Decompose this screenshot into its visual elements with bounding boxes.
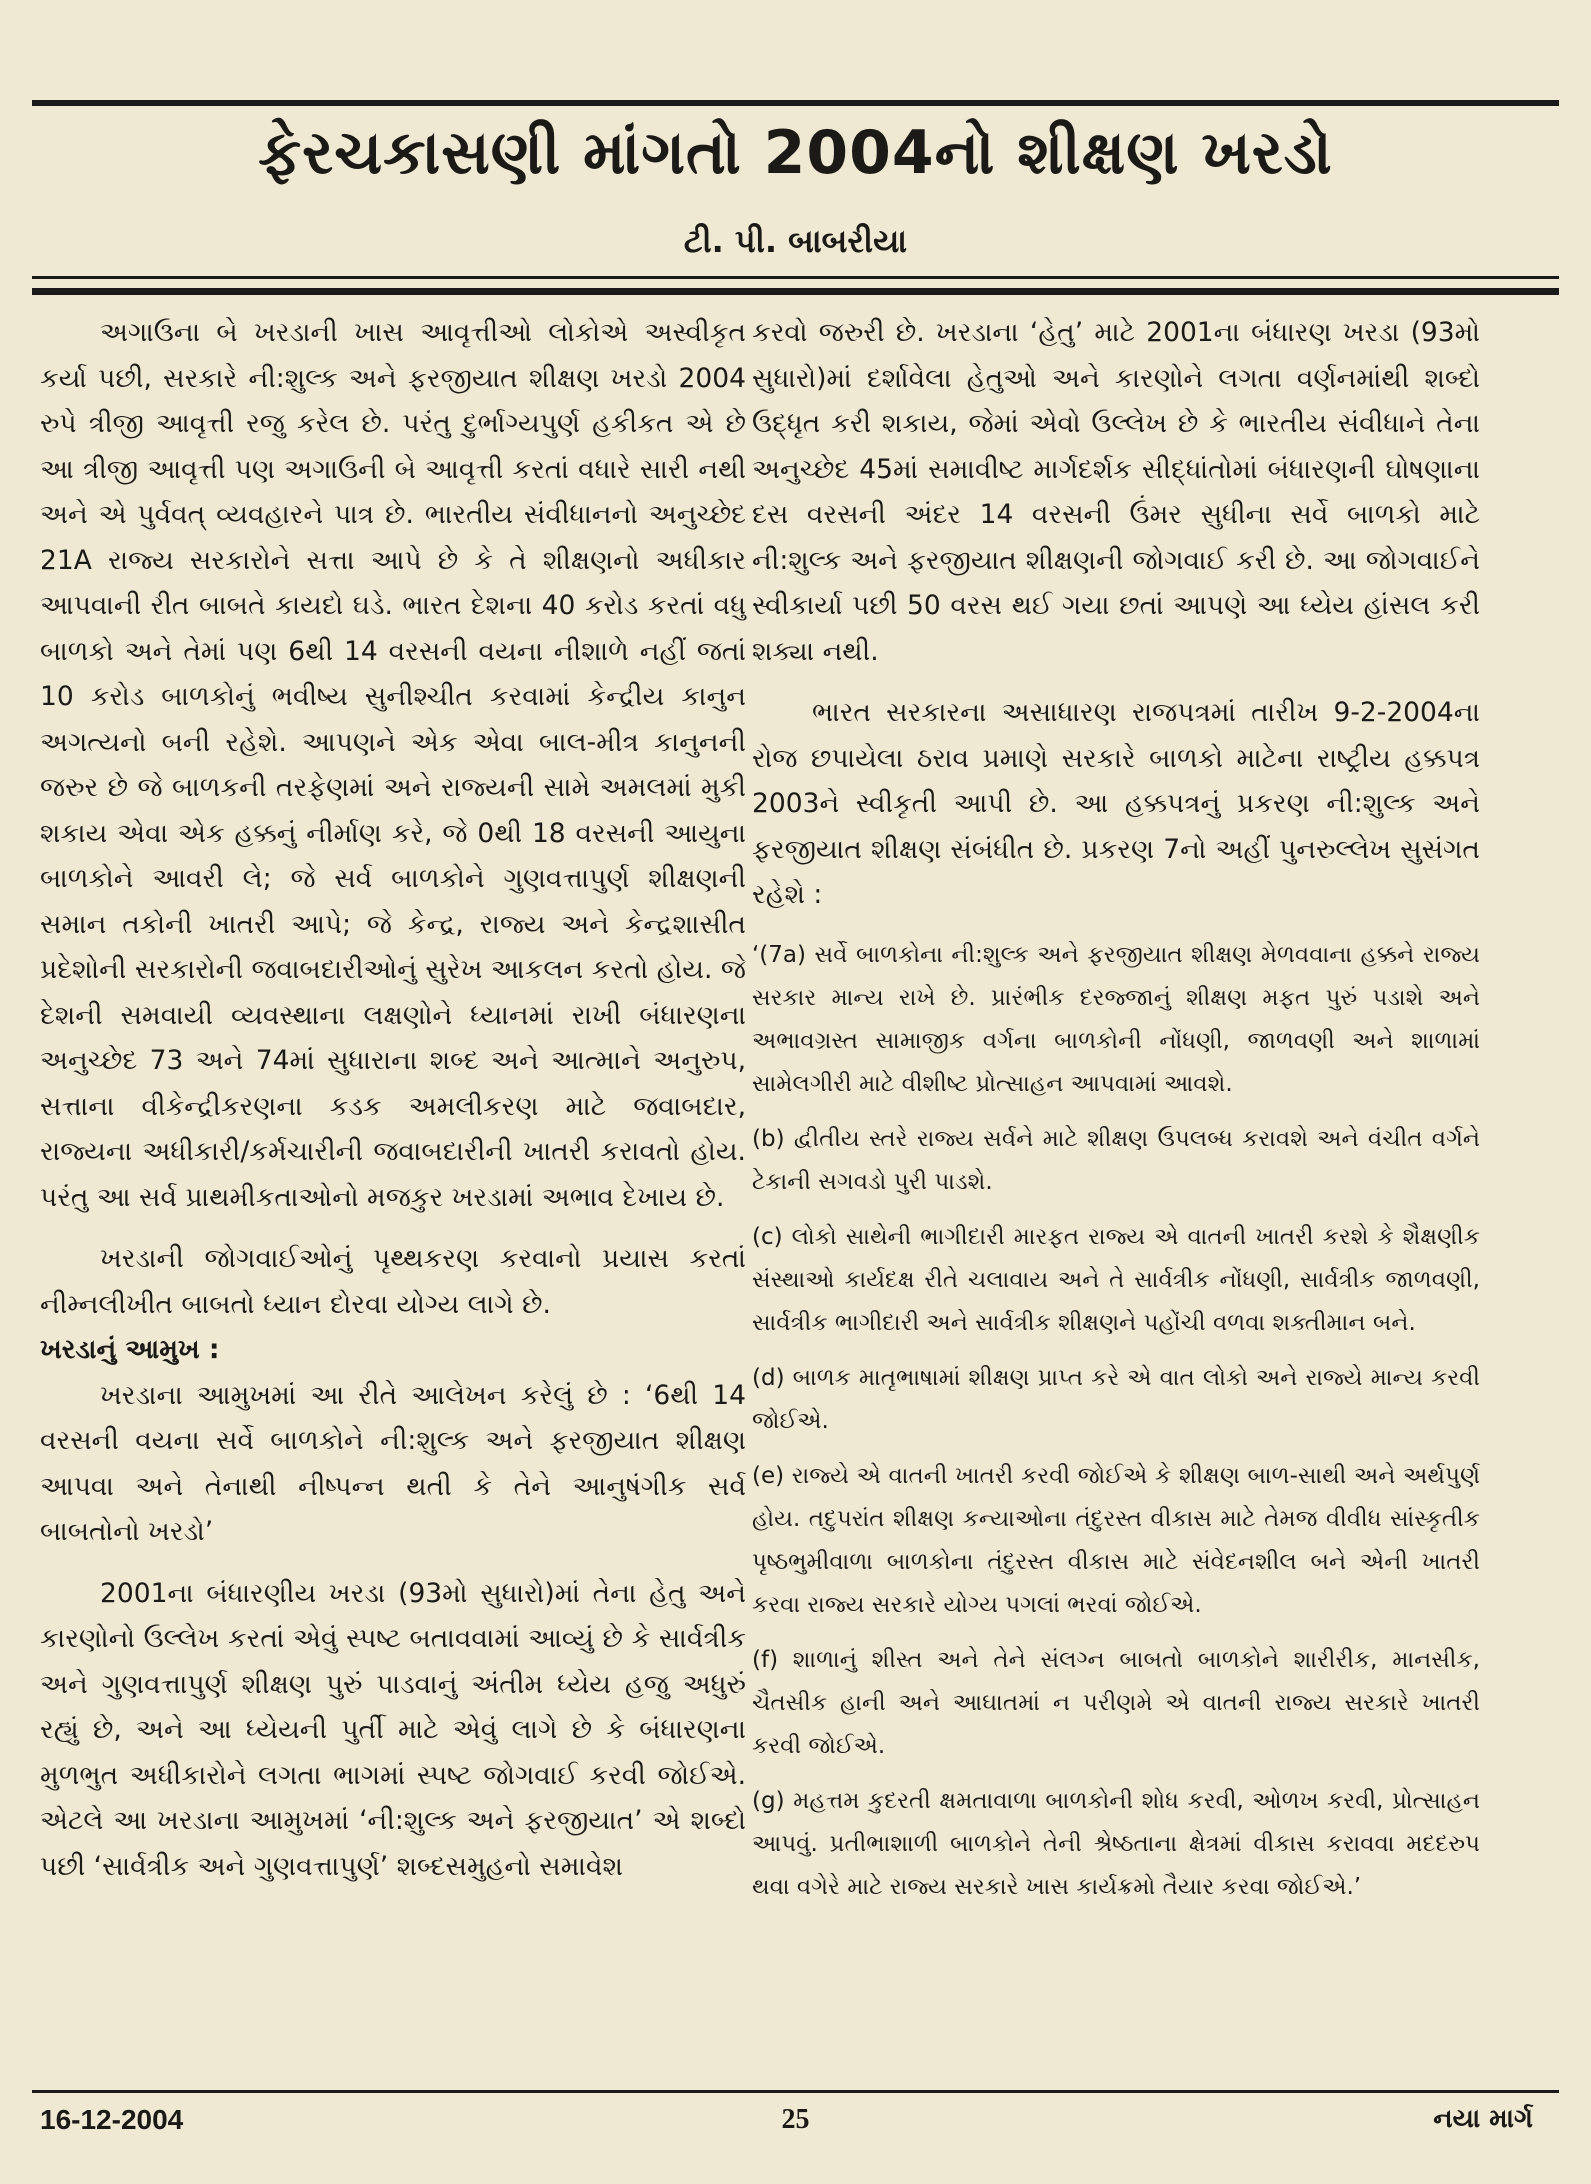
- header-rule-thin: [32, 276, 1559, 279]
- clause-f: (f) શાળાનું શીસ્ત અને તેને સંલગ્ન બાબતો બાળકોને શારીરીક, માનસીક, ચૈતસીક હાની અને આઘાતમાં ન પરીણમે એ વાતની રાજ્ય સરકારે ખાતરી કરવી જોઈએ.: [752, 1646, 1480, 1759]
- clause-7a: ‘(7a) સર્વે બાળકોના ની:શુલ્ક અને ફરજીયાત શીક્ષણ મેળવવાના હક્કને રાજ્ય સરકાર માન્ય રાખે છે. પ્રારંભીક દરજ્જાનું શીક્ષણ મફત પુરું પડાશે અને અભાવગ્રસ્ત સામાજીક વર્ગના બાળકોની નોંધણી, જાળવણી અને શાળામાં સામેલગીરી માટે વીશીષ્ટ પ્રોત્સાહન આપવામાં આવશે.: [752, 941, 1480, 1097]
- article-title: ફેરચકાસણી માંગતો 2004નો શીક્ષણ ખરડો: [258, 118, 1333, 188]
- clause-c: (c) લોકો સાથેની ભાગીદારી મારફત રાજ્ય એ વાતની ખાતરી કરશે કે શૈક્ષણીક સંસ્થાઓ કાર્યદક્ષ રીતે ચલાવાય અને તે સાર્વત્રીક નોંધણી, સાર્વત્રીક જાળવણી, સાર્વત્રીક ભાગીદારી અને સાર્વત્રીક શીક્ષણને પહોંચી વળવા શક્તીમાન બને.: [752, 1223, 1480, 1336]
- paragraph: ખરડાની જોગવાઈઓનું પૃથ્થકરણ કરવાનો પ્રયાસ કરતાં નીમ્નલીખીત બાબતો ધ્યાન દોરવા યોગ્ય લાગે છે.: [40, 1243, 746, 1320]
- header-rule-thick: [32, 288, 1559, 295]
- top-rule: [32, 100, 1559, 106]
- clause-d: (d) બાળક માતૃભાષામાં શીક્ષણ પ્રાપ્ત કરે એ વાત લોકો અને રાજ્યે માન્ય કરવી જોઈએ.: [752, 1364, 1480, 1434]
- charter-clauses: [752, 934, 1480, 1909]
- clause-b: (b) દ્વીતીય સ્તરે રાજ્ય સર્વને માટે શીક્ષણ ઉપલબ્ધ કરાવશે અને વંચીત વર્ગને ટેકાની સગવડો પુરી પાડશે.: [752, 1125, 1480, 1195]
- paragraph: ભારત સરકારના અસાધારણ રાજપત્રમાં તારીખ 9-2-2004ના રોજ છપાયેલા ઠરાવ પ્રમાણે સરકારે બાળકો માટેના રાષ્ટ્રીય હક્કપત્ર 2003ને સ્વીકૃતી આપી છે. આ હક્કપત્રનું પ્રકરણ ની:શુલ્ક અને ફરજીયાત શીક્ષણ સંબંધીત છે. પ્રકરણ 7નો અહીં પુનરુલ્લેખ સુસંગત રહેશે :: [752, 697, 1480, 910]
- issue-date: 16-12-2004: [40, 2104, 184, 2135]
- left-column: [40, 310, 746, 1889]
- paragraph: ખરડાના આમુખમાં આ રીતે આલેખન કરેલું છે : ‘6થી 14 વરસની વયના સર્વે બાળકોને ની:શુલ્ક અને ફરજીયાત શીક્ષણ આપવા અને તેનાથી નીષ્પન્ન થતી કે તેને આનુષંગીક સર્વ બાબતોનો ખરડો’: [40, 1379, 746, 1547]
- right-column: [752, 310, 1480, 1921]
- page-number: 25: [781, 2104, 810, 2135]
- article-author: ટી. પી. બાબરીયા: [683, 222, 908, 260]
- magazine-name: નયા માર્ગ: [1433, 2104, 1533, 2134]
- paragraph: અગાઉના બે ખરડાની ખાસ આવૃત્તીઓ લોકોએ અસ્વીકૃત કર્યા પછી, સરકારે ની:શુલ્ક અને ફરજીયાત શીક્ષણ ખરડો 2004 રુપે ત્રીજી આવૃત્તી રજુ કરેલ છે. પરંતુ દુર્ભાગ્યપુર્ણ હકીકત એ છે આ ત્રીજી આવૃત્તી પણ અગાઉની બે આવૃત્તી કરતાં વધારે સારી નથી અને એ પુર્વવત્ વ્યવહારને પાત્ર છે. ભારતીય સંવીધાનનો અનુચ્છેદ 21A રાજ્ય સરકારોને સત્તા આપે છે કે તે શીક્ષણનો અધીકાર આપવાની રીત બાબતે કાયદો ઘડે. ભારત દેશના 40 કરોડ કરતાં વધુ બાળકો અને તેમાં પણ 6થી 14 વરસની વયના નીશાળે નહીં જતાં 10 કરોડ બાળકોનું ભવીષ્ય સુનીશ્ચીત કરવામાં કેન્દ્રીય કાનુન અગત્યનો બની રહેશે. આપણને એક એવા બાલ-મીત્ર કાનુનની જરુર છે જે બાળકની તરફેણમાં અને રાજ્યની સામે અમલમાં મુકી શકાય એવા એક હક્કનું નીર્માણ કરે, જે 0થી 18 વરસની આયુના બાળકોને આવરી લે; જે સર્વ બાળકોને ગુણવત્તાપુર્ણ શીક્ષણની સમાન તકોની ખાતરી આપે; જે કેન્દ્ર, રાજ્ય અને કેન્દ્રશાસીત પ્રદેશોની સરકારોની જવાબદારીઓનું સુરેખ આકલન કરતો હોય. જે દેશની સમવાયી વ્યવસ્થાના લક્ષણોને ધ્યાનમાં રાખી બંધારણના અનુચ્છેદ 73 અને 74માં સુધારાના શબ્દ અને આત્માને અનુરુપ, સત્તાના વીકેન્દ્રીકરણના કડક અમલીકરણ માટે જવાબદાર, રાજ્યના અધીકારી/કર્મચારીની જવાબદારીની ખાતરી કરાવતો હોય. પરંતુ આ સર્વ પ્રાથમીકતાઓનો મજકુર ખરડામાં અભાવ દેખાય છે.: [40, 317, 746, 1213]
- footer-rule: [32, 2090, 1559, 2093]
- clause-e: (e) રાજ્યે એ વાતની ખાતરી કરવી જોઈએ કે શીક્ષણ બાળ-સાથી અને અર્થપુર્ણ હોય. તદુપરાંત શીક્ષણ કન્યાઓના તંદુરસ્ત વીકાસ માટે તેમજ વીવીધ સાંસ્કૃતીક પૃષ્ઠભુમીવાળા બાળકોના તંદુરસ્ત વીકાસ માટે સંવેદનશીલ બને એની ખાતરી કરવા રાજ્ય સરકારે યોગ્ય પગલાં ભરવાં જોઈએ.: [752, 1462, 1480, 1618]
- section-heading: ખરડાનું આમુખ :: [40, 1334, 220, 1365]
- paragraph: 2001ના બંધારણીય ખરડા (93મો સુધારો)માં તેના હેતુ અને કારણોનો ઉલ્લેખ કરતાં એવું સ્પષ્ટ બતાવવામાં આવ્યું છે કે સાર્વત્રીક અને ગુણવત્તાપુર્ણ શીક્ષણ પુરું પાડવાનું અંતીમ ધ્યેય હજુ અધુરું રહ્યું છે, અને આ ધ્યેયની પુર્તી માટે એવું લાગે છે કે બંધારણના મુળભુત અધીકારોને લગતા ભાગમાં સ્પષ્ટ જોગવાઈ કરવી જોઈએ. એટલે આ ખરડાના આમુખમાં ‘ની:શુલ્ક અને ફરજીયાત’ એ શબ્દો પછી ‘સાર્વત્રીક અને ગુણવત્તાપુર્ણ’ શબ્દસમુહનો સમાવેશ: [40, 1577, 746, 1882]
- paragraph: કરવો જરુરી છે. ખરડાના ‘હેતુ’ માટે 2001ના બંધારણ ખરડા (93મો સુધારો)માં દર્શાવેલા હેતુઓ અને કારણોને લગતા વર્ણનમાંથી શબ્દો ઉદ્ધૃત કરી શકાય, જેમાં એવો ઉલ્લેખ છે કે ભારતીય સંવીધાને તેના અનુચ્છેદ 45માં સમાવીષ્ટ માર્ગદર્શક સીદ્ધાંતોમાં બંધારણની ઘોષણાના દસ વરસની અંદર 14 વરસની ઉંમર સુધીના સર્વે બાળકો માટે ની:શુલ્ક અને ફરજીયાત શીક્ષણની જોગવાઈ કરી છે. આ જોગવાઈને સ્વીકાર્યા પછી 50 વરસ થઈ ગયા છતાં આપણે આ ધ્યેય હાંસલ કરી શક્યા નથી.: [752, 317, 1480, 667]
- clause-g: (g) મહત્તમ કુદરતી ક્ષમતાવાળા બાળકોની શોધ કરવી, ઓળખ કરવી, પ્રોત્સાહન આપવું. પ્રતીભાશાળી બાળકોને તેની શ્રેષ્ઠતાના ક્ષેત્રમાં વીકાસ કરાવવા મદદરુપ થવા વગેરે માટે રાજ્ય સરકારે ખાસ કાર્યક્રમો તૈયાર કરવા જોઈએ.’: [752, 1787, 1480, 1900]
